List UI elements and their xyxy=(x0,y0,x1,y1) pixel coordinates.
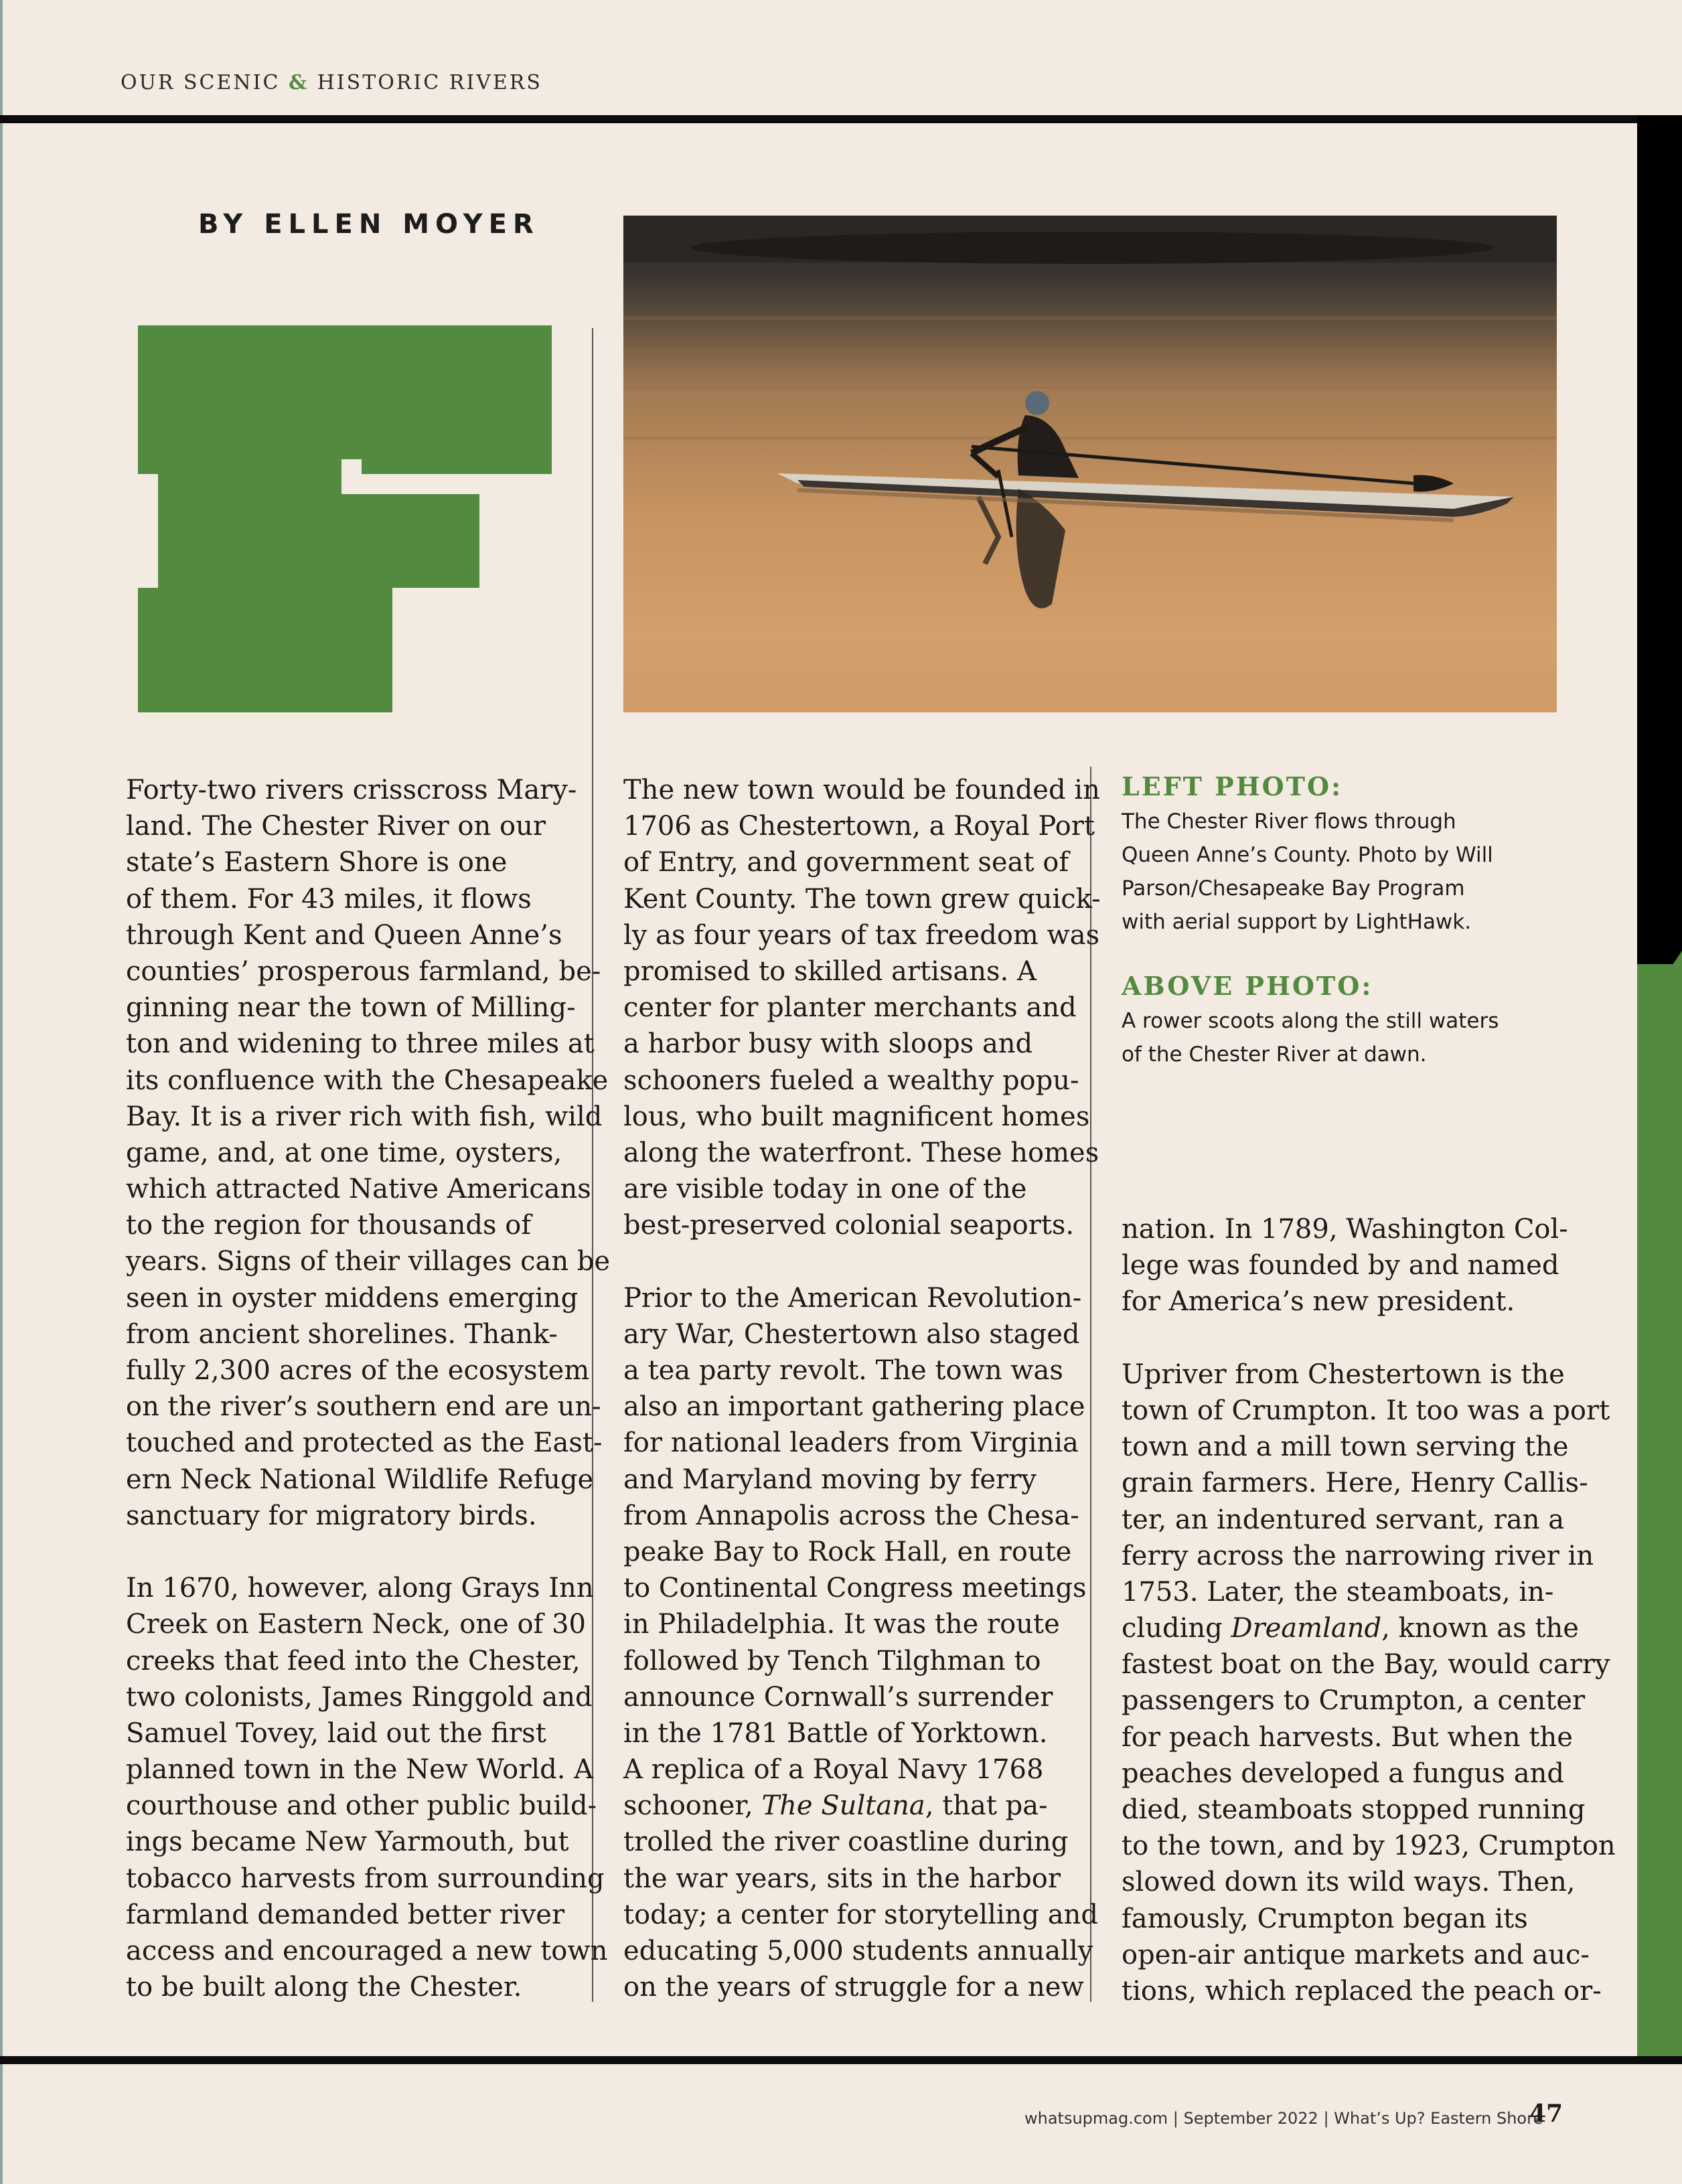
above-photo-caption: A rower scoots along the still waters of the Chester River at dawn. xyxy=(1122,1009,1499,1067)
text-line: creeks that feed into the Chester, xyxy=(126,1645,581,1676)
text-line: Kent County. The town grew quick- xyxy=(623,883,1101,915)
text-line: In 1670, however, along Grays Inn xyxy=(126,1573,594,1604)
text-line: ginning near the town of Milling- xyxy=(126,992,576,1024)
text-line: access and encouraged a new town xyxy=(126,1936,608,1966)
column-1 xyxy=(126,772,610,2005)
text-line: of Entry, and government seat of xyxy=(623,847,1069,878)
text-line: today; a center for storytelling and xyxy=(623,1899,1098,1930)
left-photo-caption-heading: LEFT PHOTO: xyxy=(1122,771,1343,801)
text-line: two colonists, James Ringgold and xyxy=(126,1681,593,1713)
top-rule xyxy=(0,115,1637,123)
page-number: 47 xyxy=(1529,2100,1563,2128)
text-line: on the river’s southern end are un- xyxy=(126,1391,601,1423)
text-line: in Philadelphia. It was the route xyxy=(623,1609,1060,1640)
text-line: Forty-two rivers crisscross Mary- xyxy=(126,775,577,805)
left-photo-caption: The Chester River flows through Queen Anne’s County. Photo by Will Parson/Chesapeake Bay Program with aerial support by LightHawk. xyxy=(1122,809,1493,934)
text-line: for peach harvests. But when the xyxy=(1122,1721,1573,1753)
text-line: on the years of struggle for a new xyxy=(623,1972,1084,2003)
text-line: followed by Tench Tilghman to xyxy=(623,1645,1041,1676)
text-line: game, and, at one time, oysters, xyxy=(126,1137,562,1168)
right-edge-green xyxy=(1637,964,1682,2056)
right-edge-black xyxy=(1637,115,1682,979)
text-line: ton and widening to three miles at xyxy=(126,1028,595,1060)
text-line: to the region for thousands of xyxy=(126,1210,532,1241)
text-line: from Annapolis across the Chesa- xyxy=(623,1500,1079,1531)
text-line: tions, which replaced the peach or- xyxy=(1122,1975,1602,2007)
text-line: 1753. Later, the steamboats, in- xyxy=(1122,1576,1554,1608)
text-line: land. The Chester River on our xyxy=(126,811,546,842)
text-line: through Kent and Queen Anne’s xyxy=(126,919,562,951)
text-line: to the town, and by 1923, Crumpton xyxy=(1122,1830,1616,1862)
text-line: town and a mill town serving the xyxy=(1122,1431,1569,1463)
text-line: fully 2,300 acres of the ecosystem xyxy=(126,1355,590,1386)
text-line: A replica of a Royal Navy 1768 xyxy=(623,1754,1044,1786)
text-line: which attracted Native Americans xyxy=(126,1174,591,1205)
text-line: slowed down its wild ways. Then, xyxy=(1122,1867,1576,1898)
text-line: passengers to Crumpton, a center xyxy=(1122,1685,1586,1717)
text-line: of them. For 43 miles, it flows xyxy=(126,883,532,915)
text-line-sultana: schooner, The Sultana, that pa- xyxy=(623,1790,1048,1822)
footer-credit: whatsupmag.com | September 2022 | What’s Up? Eastern Shore xyxy=(1024,2109,1543,2128)
text-line: a tea party revolt. The town was xyxy=(623,1355,1063,1386)
text-line: planned town in the New World. A xyxy=(126,1754,594,1786)
text-line: fastest boat on the Bay, would carry xyxy=(1122,1649,1610,1681)
running-head: OUR SCENIC & HISTORIC RIVERS xyxy=(121,71,542,94)
text-line: Samuel Tovey, laid out the first xyxy=(126,1717,546,1749)
text-line: announce Cornwall’s surrender xyxy=(623,1681,1053,1713)
text-line: along the waterfront. These homes xyxy=(623,1137,1099,1168)
text-line: from ancient shorelines. Thank- xyxy=(126,1318,558,1350)
text-line: to Continental Congress meetings xyxy=(623,1573,1087,1604)
text-line: years. Signs of their villages can be xyxy=(126,1246,611,1277)
text-line: nation. In 1789, Washington Col- xyxy=(1122,1214,1568,1245)
dreamland-name: Dreamland xyxy=(1231,1613,1382,1644)
text-line: open-air antique markets and auc- xyxy=(1122,1939,1590,1970)
text-line: best-preserved colonial seaports. xyxy=(623,1210,1075,1241)
text-line: The new town would be founded in xyxy=(623,775,1100,805)
text-line: Prior to the American Revolution- xyxy=(623,1282,1082,1314)
text-line: farmland demanded better river xyxy=(126,1899,565,1930)
text-line: for America’s new president. xyxy=(1122,1286,1515,1318)
byline: BY ELLEN MOYER xyxy=(198,209,540,240)
text-line-dreamland: cluding Dreamland, known as the xyxy=(1122,1613,1579,1644)
page-edge xyxy=(0,0,3,2184)
text-line: are visible today in one of the xyxy=(623,1174,1027,1205)
above-photo-caption-heading: ABOVE PHOTO: xyxy=(1122,971,1373,1001)
text-line: died, steamboats stopped running xyxy=(1122,1794,1586,1825)
text-line: center for planter merchants and xyxy=(623,992,1077,1024)
text-line: ferry across the narrowing river in xyxy=(1122,1540,1594,1571)
text-line: trolled the river coastline during xyxy=(623,1826,1069,1858)
text-line: counties’ prosperous farmland, be- xyxy=(126,955,601,987)
sultana-name: The Sultana xyxy=(761,1790,925,1822)
text-line: state’s Eastern Shore is one xyxy=(126,847,508,878)
drop-cap-f xyxy=(138,325,552,712)
running-head-ampersand: & xyxy=(289,71,309,94)
text-line: ly as four years of tax freedom was xyxy=(623,919,1100,951)
text-line: its confluence with the Chesapeake xyxy=(126,1065,609,1096)
text-line: peaches developed a fungus and xyxy=(1122,1758,1564,1789)
text-line: ern Neck National Wildlife Refuge xyxy=(126,1464,594,1495)
text-line: for national leaders from Virginia xyxy=(623,1427,1079,1459)
text-line: famously, Crumpton began its xyxy=(1122,1903,1528,1934)
rower-photo xyxy=(623,216,1557,712)
text-line: educating 5,000 students annually xyxy=(623,1936,1093,1966)
text-line: town of Crumpton. It too was a port xyxy=(1122,1395,1610,1426)
text-line: lous, who built magnificent homes xyxy=(623,1101,1090,1132)
text-line: ings became New Yarmouth, but xyxy=(126,1826,569,1858)
text-line: also an important gathering place xyxy=(623,1391,1085,1423)
column-3 xyxy=(1122,1211,1616,2009)
text-line: touched and protected as the East- xyxy=(126,1427,603,1459)
text-line: peake Bay to Rock Hall, en route xyxy=(623,1536,1072,1567)
text-line: ter, an indentured servant, ran a xyxy=(1122,1504,1565,1535)
text-line: in the 1781 Battle of Yorktown. xyxy=(623,1717,1048,1749)
text-line: lege was founded by and named xyxy=(1122,1250,1559,1281)
text-line: Upriver from Chestertown is the xyxy=(1122,1358,1565,1390)
bottom-rule xyxy=(0,2056,1682,2064)
text-line: ary War, Chestertown also staged xyxy=(623,1318,1080,1350)
text-line: and Maryland moving by ferry xyxy=(623,1464,1037,1495)
text-line: schooners fueled a wealthy popu- xyxy=(623,1065,1079,1096)
text-line: Creek on Eastern Neck, one of 30 xyxy=(126,1609,586,1640)
text-line: Bay. It is a river rich with fish, wild xyxy=(126,1101,603,1132)
text-line: grain farmers. Here, Henry Callis- xyxy=(1122,1468,1588,1499)
text-line: seen in oyster middens emerging xyxy=(126,1282,579,1314)
text-line: promised to skilled artisans. A xyxy=(623,955,1037,987)
text-line: a harbor busy with sloops and xyxy=(623,1028,1033,1060)
text-line: sanctuary for migratory birds. xyxy=(126,1500,537,1531)
column-2 xyxy=(623,772,1101,2005)
text-line: tobacco harvests from surrounding xyxy=(126,1863,605,1894)
text-line: courthouse and other public build- xyxy=(126,1790,597,1822)
text-line: 1706 as Chestertown, a Royal Port xyxy=(623,811,1095,842)
text-line: the war years, sits in the harbor xyxy=(623,1863,1061,1894)
text-line: to be built along the Chester. xyxy=(126,1972,522,2003)
